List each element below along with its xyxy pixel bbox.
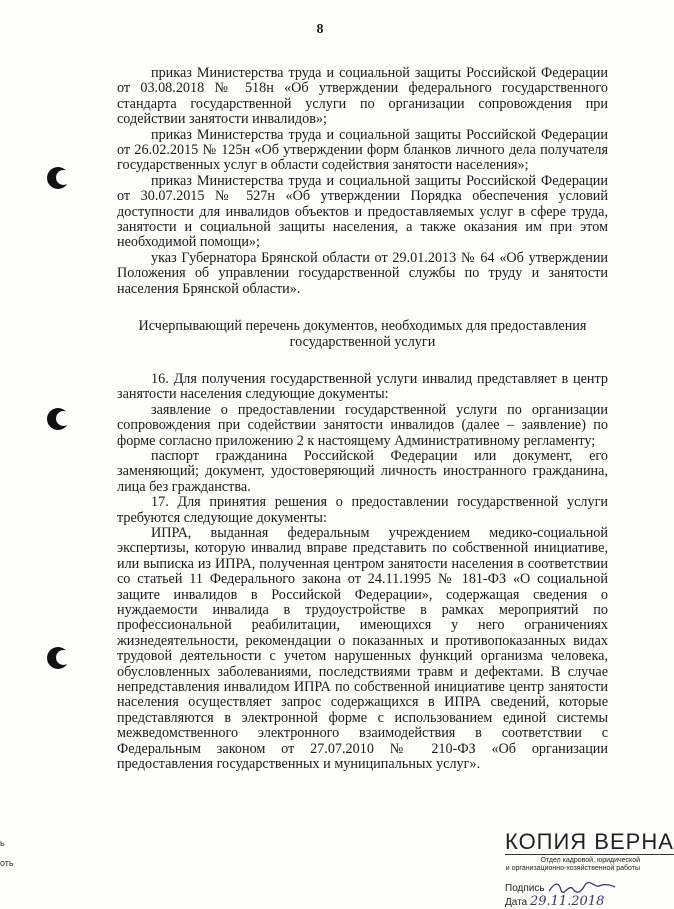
stamp-title: КОПИЯ ВЕРНА xyxy=(505,829,674,854)
paragraph: приказ Министерства труда и социальной защиты Российской Федерации от 30.07.2015 № 527н «Об утверждении Порядка обеспечения условий доступности для инвалидов объектов и предоставляемых услуг в сфере труда, занятости и социальной защиты населения, а также оказания им при этом необходимой помощи»; xyxy=(117,172,608,251)
margin-fragment: ь xyxy=(0,838,5,848)
paragraph: приказ Министерства труда и социальной защиты Российской Федерации от 26.02.2015 № 125н «Об утверждении форм бланков личного дела получателя государственных услуг в области содействия занятости населения»; xyxy=(117,126,608,174)
page-number: 8 xyxy=(316,22,324,37)
stamp-department xyxy=(505,857,640,873)
paragraph: 16. Для получения государственной услуги инвалид представляет в центр занятости населения следующие документы: xyxy=(117,370,608,403)
paragraph: указ Губернатора Брянской области от 29.01.2013 № 64 «Об утверждении Положения об управлении государственной службы по труду и занятости населения Брянской области». xyxy=(117,249,608,297)
paragraph: паспорт гражданина Российской Федерации или документ, его заменяющий; документ, удостоверяющий личность иностранного гражданина, лица без гражданства. xyxy=(117,447,608,495)
margin-fragment: оть xyxy=(0,858,14,868)
paragraph: ИПРА, выданная федеральным учреждением медико-социальной экспертизы, которую инвалид вправе представить по собственной инициативе, или выписка из ИПРА, полученная центром занятости населения в соответствии со статьей 11 Федерального закона от 24.11.1995 № 181-ФЗ «О социальной защите инвалидов в Российской Федерации», содержащая сведения о нуждаемости инвалида в трудоустройстве в рамках мероприятий по профессиональной реабилитации, имеющихся у него ограничениях жизнедеятельности, рекомендации о показанных и противопоказанных видах трудовой деятельности с учетом нарушенных функций организма человека, обусловленных заболеваниями, последствиями травм и дефектами. В случае непредставления инвалидом ИПРА по собственной инициативе центр занятости населения осуществляет запрос содержащихся в ИПРА сведений, которые представляются в электронной форме с использованием единой системы межведомственного электронного взаимодействия в соответствии с Федеральным законом от 27.07.2010 № 210-ФЗ «Об организации предоставления государственных и муниципальных услуг». xyxy=(117,524,608,773)
handwritten-signature xyxy=(547,880,617,894)
stamp-date-value: 29.11.2018 xyxy=(529,894,605,909)
punch-hole-mark xyxy=(47,408,69,430)
stamp-dept-line: Отдел кадровой, юридической xyxy=(540,857,640,864)
paragraph: 17. Для принятия решения о предоставлении государственной услуги требуются следующие документы: xyxy=(117,494,608,526)
stamp-date-row xyxy=(505,894,604,909)
section-heading: Исчерпывающий перечень документов, необходимых для предоставления государственной услуги xyxy=(138,318,587,350)
stamp-sign-label: Подпись xyxy=(505,883,545,894)
paragraph: заявление о предоставлении государственной услуги по организации сопровождения при содействии занятости инвалидов (далее – заявление) по форме согласно приложению 2 к настоящему Административному регламенту; xyxy=(117,401,608,449)
stamp-date-label: Дата xyxy=(505,897,528,908)
stamp-dept-line: и организационно-хозяйственной работы xyxy=(505,865,640,872)
punch-hole-mark xyxy=(47,167,69,189)
stamp-signature-row xyxy=(505,880,617,894)
copy-certified-stamp xyxy=(505,829,674,909)
document-body xyxy=(117,66,608,772)
paragraph: приказ Министерства труда и социальной защиты Российской Федерации от 03.08.2018 № 518н «Об утверждении федерального государственного стандарта государственной услуги по организации сопровождения при содействии занятости инвалидов»; xyxy=(117,65,608,128)
punch-hole-mark xyxy=(47,647,69,669)
